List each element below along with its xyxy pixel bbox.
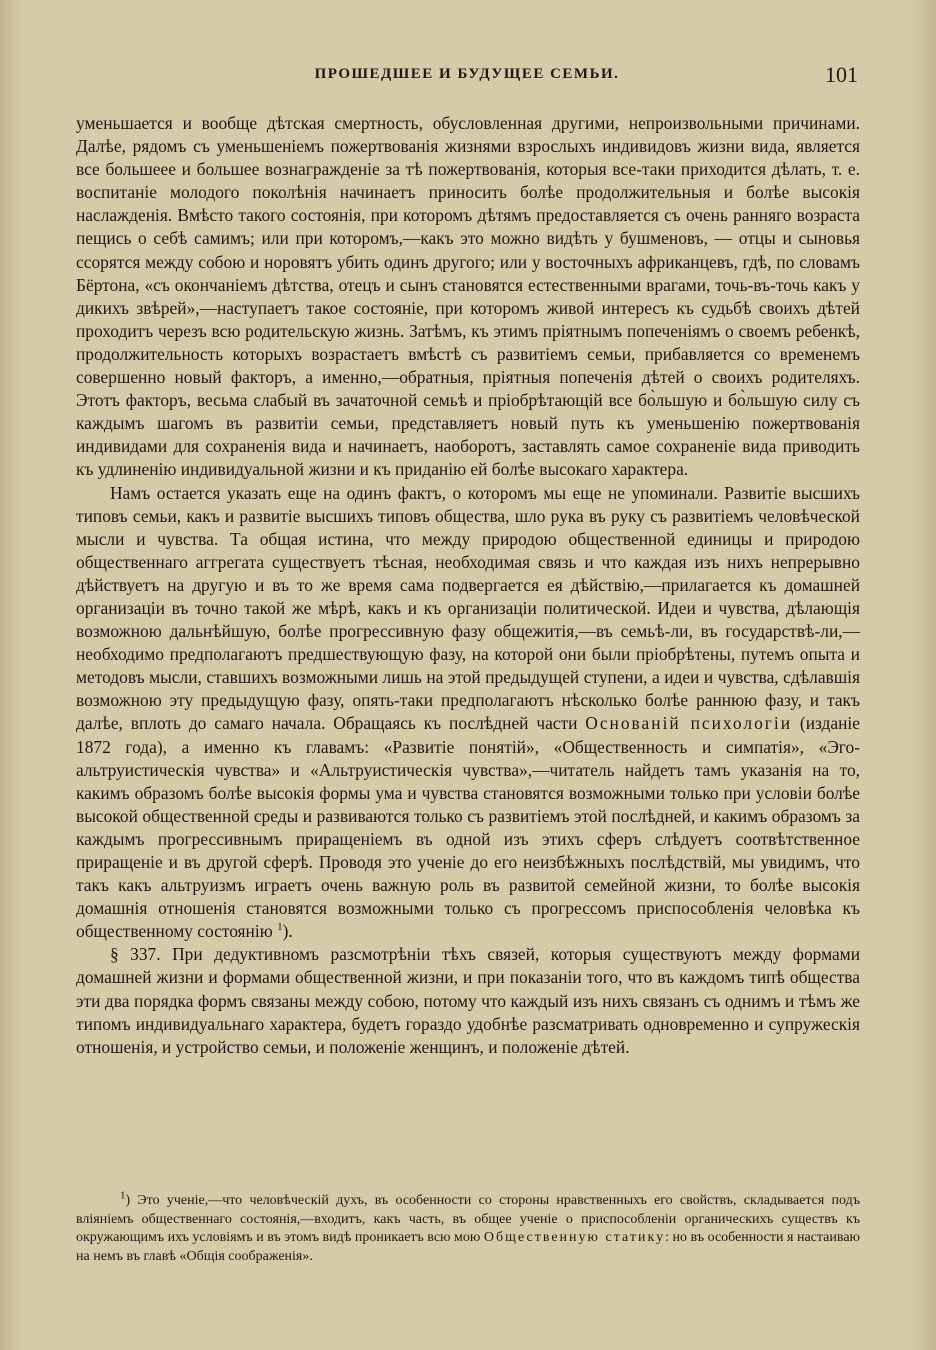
paragraph-1: уменьшается и вообще дѣтская смертность, обусловленная другими, непроизвольными причинами. Далѣе, рядомъ съ уменьшеніемъ пожертвованія жизнями взрослыхъ индивидовъ жизни вида, является все большеее и большее вознагражденіе за тѣ пожертвованія, которыя все-таки приходится дѣлать, т. е. воспитаніе молодого поколѣнія начинаетъ приносить болѣе продолжительныя и болѣе высокія наслажденія. Вмѣсто такого состоянія, при которомъ дѣтямъ предоставляется съ очень ранняго возраста пещись о себѣ самимъ; или при которомъ,—какъ это можно видѣть у бушменовъ, — отцы и сыновья ссорятся между собою и норовятъ убить одинъ другого; или у восточныхъ африканцевъ, гдѣ, по словамъ Бёртона, «съ окончаніемъ дѣтства, отецъ и сынъ становятся естественными врагами, точь-въ-точь какъ у дикихъ звѣрей»,—наступаетъ такое состояніе, при которомъ живой интересъ къ судьбѣ своихъ дѣтей проходитъ черезъ всю родительскую жизнь. Затѣмъ, къ этимъ пріятнымъ попеченіямъ о своемъ ребенкѣ, продолжительность которыхъ возрастаетъ вмѣстѣ съ развитіемъ семьи, прибавляется со временемъ совершенно новый факторъ, а именно,—обратныя, пріятныя попеченія дѣтей о своихъ родителяхъ. Этотъ факторъ, весьма слабый въ зачаточной семьѣ и пріобрѣтающій все бо̀льшую и бо̀льшую силу съ каждымъ шагомъ въ развитіи семьи, представляетъ новый путь къ уменьшенію пожертвованія индивидами для сохраненія вида и начинаетъ, наоборотъ, заставлять самое сохраненіе вида приводить къ удлиненію индивидуальной жизни и къ приданію ей болѣе высокаго характера. [76,113,860,480]
footnote-text-a: ) Это ученіе,—что человѣческій духъ, въ особенности со стороны нравственныхъ его свойствъ, складывается подъ вліяніемъ общественнаго состоянія,—входитъ, какъ часть, въ общее ученіе о приспособленіи органическихъ существъ къ окружающимъ ихъ условіямъ и въ этомъ видѣ проникаетъ всю мою [76,1193,860,1246]
paragraph-2 [76,482,860,944]
footnote-book-reference: Общественную статику [483,1230,666,1246]
paragraph-2-text-a: Намъ остается указать еще на одинъ фактъ, о которомъ мы еще не упоминали. Развитіе высшихъ типовъ семьи, какъ и развитіе высшихъ типовъ общества, шло рука въ руку съ развитіемъ человѣческой мысли и чувства. Та общая истина, что между природою общественной единицы и природою общественнаго аггрегата существуетъ тѣсная, необходимая связь и что каждая изъ нихъ непрерывно дѣйствуетъ на другую и въ то же время сама подвергается ея дѣйствію,—прилагается къ домашней организаціи въ точно такой же мѣрѣ, какъ и къ организаціи политической. Идеи и чувства, дѣлающія возможною дальнѣйшую, болѣе прогрессивную фазу общежитія,—въ семьѣ-ли, въ государствѣ-ли,—необходимо предполагаютъ предшествующую фазу, на которой они были пріобрѣтены, путемъ опыта и методовъ мысли, ставшихъ возможными лишь на этой предыдущей ступени, а идеи и чувства, сдѣлавшія возможною эту предыдущую фазу, опять-таки предполагаютъ нѣсколько болѣе раннюю фазу, и такъ далѣе, вплоть до самаго начала. Обращаясь къ послѣдней части [76,482,860,734]
paragraph-3-section-337: § 337. При дедуктивномъ разсмотрѣніи тѣхъ связей, которыя существуютъ между формами домашней жизни и формами общественной жизни, и при показаніи того, что въ каждомъ типѣ общества эти два порядка формъ связаны между собою, потому что каждый изъ нихъ связанъ съ однимъ и тѣмъ же типомъ индивидуальнаго характера, будетъ гораздо удобнѣе разсматривать одновременно и супружескія отношенія, и устройство семьи, и положеніе женщинъ, и положеніе дѣтей. [76,944,860,1057]
footnote-reference[interactable]: 1 [277,921,283,934]
main-text [76,112,860,1059]
footnote-text-b: : но въ особенности я настаиваю на немъ въ главѣ «Общія соображенія». [76,1230,860,1264]
paragraph-2-end: ). [282,921,293,942]
running-title: ПРОШЕДШЕЕ И БУДУЩЕЕ СЕМЬИ. [314,66,620,82]
footnotes [76,1189,860,1266]
book-title-reference: Основаній психологіи [585,713,793,734]
paragraph-2-text-b: (изданіе 1872 года), а именно къ главамъ: «Развитіе понятій», «Общественность и симпатія», «Эго-альтруистическія чувства» и «Альтруистическія чувства»,—читатель найдетъ тамъ указанія на то, какимъ образомъ болѣе высокія формы ума и чувства становятся возможными только при условіи болѣе высокой общественной среды и развиваются только съ развитіемъ этой послѣдней, и какимъ образомъ за каждымъ прогрессивнымъ приращеніемъ въ одной изъ этихъ сферъ слѣдуетъ соотвѣтственное приращеніе и въ другой сферѣ. Проводя это ученіе до его неизбѣжныхъ послѣдствій, мы увидимъ, что такъ какъ альтруизмъ играетъ очень важную роль въ развитой семейной жизни, то болѣе высокія домашнія отношенія становятся возможными только съ прогрессомъ приспособленія человѣка къ общественному состоянію [76,713,860,942]
page-header [76,62,858,92]
footnote-marker: 1 [120,1189,126,1202]
footnote-1 [76,1189,860,1266]
page-number: 101 [825,62,858,87]
